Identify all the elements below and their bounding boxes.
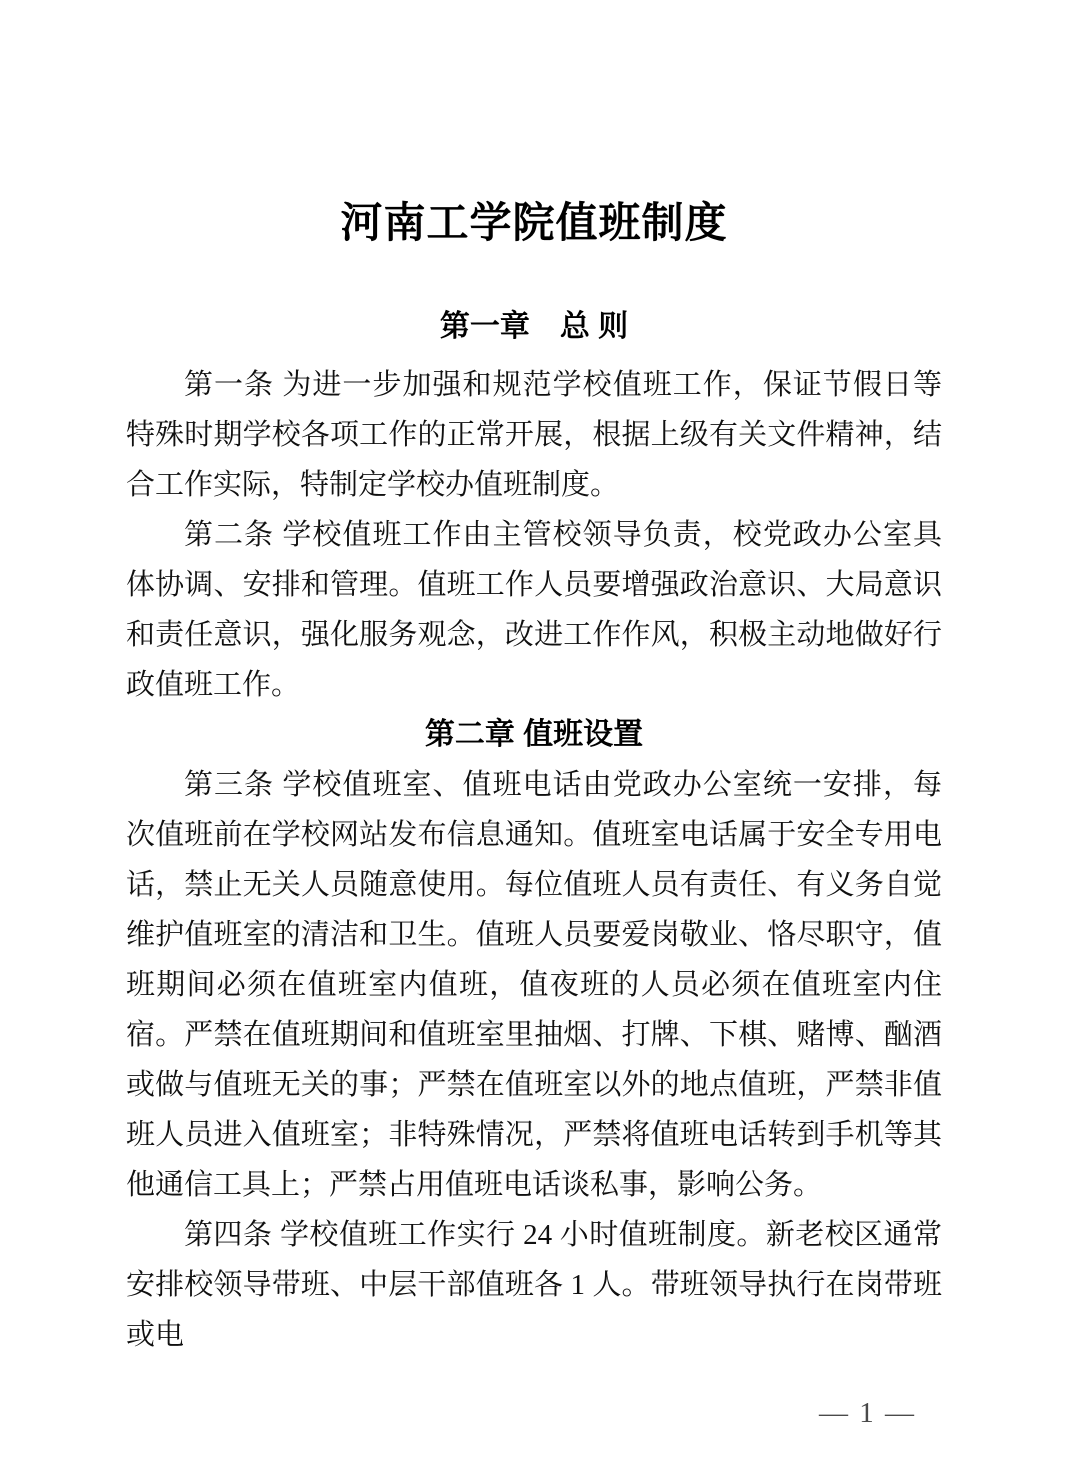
article-1-paragraph: 第一条 为进一步加强和规范学校值班工作，保证节假日等特殊时期学校各项工作的正常开展，根据上级有关文件精神，结合工作实际，特制定学校办值班制度。 xyxy=(126,369,942,501)
article-3-paragraph: 第三条 学校值班室、值班电话由党政办公室统一安排，每次值班前在学校网站发布信息通知。值班室电话属于安全专用电话，禁止无关人员随意使用。每位值班人员有责任、有义务自觉维护值班室的清洁和卫生。值班人员要爱岗敬业、恪尽职守，值班期间必须在值班室内值班，值夜班的人员必须在值班室内住宿。严禁在值班期间和值班室里抽烟、打牌、下棋、赌博、酗酒或做与值班无关的事；严禁在值班室以外的地点值班，严禁非值班人员进入值班室；非特殊情况，严禁将值班电话转到手机等其他通信工具上；严禁占用值班电话谈私事，影响公务。 xyxy=(126,769,942,1201)
chapter-2-heading: 第二章 值班设置 xyxy=(424,718,644,751)
document-title: 河南工学院值班制度 xyxy=(340,201,728,247)
page-number: — 1 — xyxy=(819,1397,916,1429)
chapter-1-heading: 第一章 总 则 xyxy=(439,310,629,343)
article-2-paragraph: 第二条 学校值班工作由主管校领导负责，校党政办公室具体协调、安排和管理。值班工作人员要增强政治意识、大局意识和责任意识，强化服务观念，改进工作作风，积极主动地做好行政值班工作。 xyxy=(126,519,942,701)
article-4-paragraph: 第四条 学校值班工作实行 24 小时值班制度。新老校区通常安排校领导带班、中层干部值班各 1 人。带班领导执行在岗带班或电 xyxy=(126,1219,942,1351)
